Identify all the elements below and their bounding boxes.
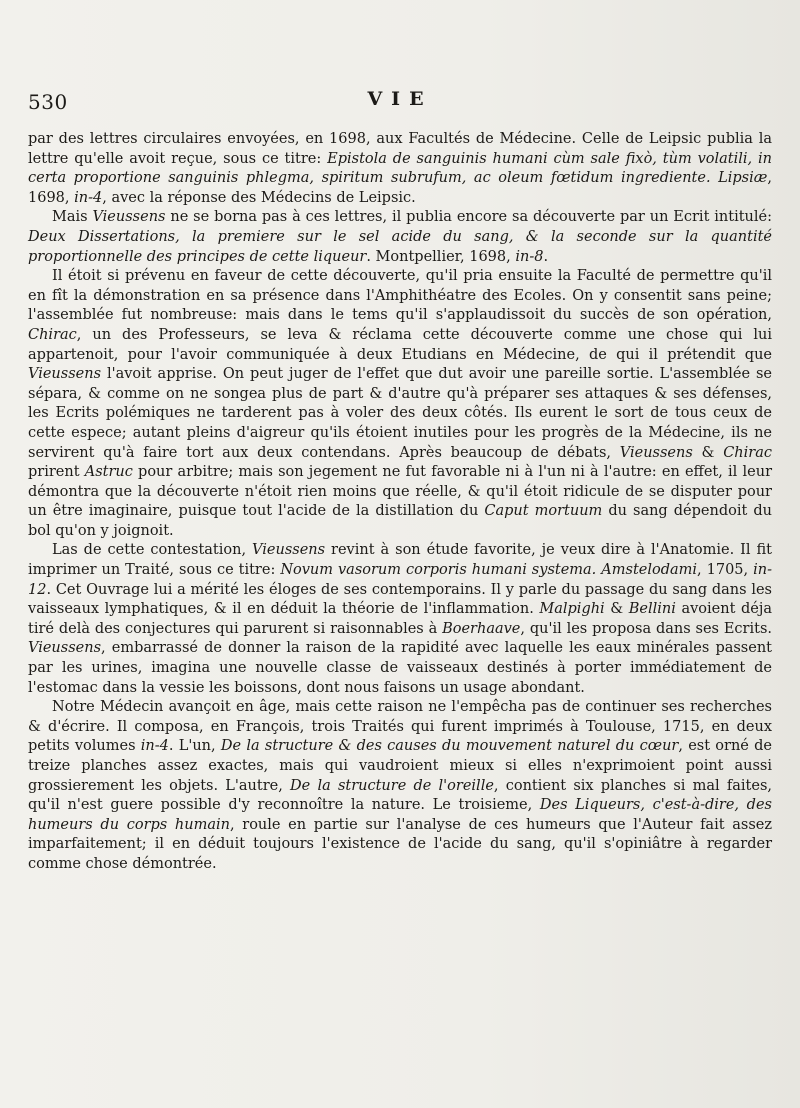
italic-text: Epistola de sanguinis humani cùm sale fixò, tùm volatili, in certa proportione sanguinis phlegma, spiritum subrufum, ac oleum fœtidum ingrediente. Lipsiæ (28, 150, 773, 187)
text-run: avoient déja tiré delà des conjectures qui parurent si raisonnables à (28, 601, 772, 637)
italic-text: Vieussens (92, 209, 166, 226)
italic-text: Vieussens (28, 366, 102, 383)
text-run: , 1705, (697, 562, 754, 579)
text-run: , 1698, (28, 170, 772, 206)
paragraph (28, 541, 772, 698)
text-run: . L'un, (168, 738, 221, 755)
italic-text: Chirac (723, 444, 772, 461)
italic-text: Des Liqueurs, c'est-à-dire, des humeurs du corps humain (28, 797, 772, 833)
text-run: . (543, 248, 549, 265)
text-run: , roule en partie sur l'analyse de ces humeurs que l'Auteur fait assez imparfaitement; il en déduit toujours l'existence de l'acide du sang, qu'il s'opiniâtre à regarder comme chose démontrée. (28, 816, 772, 872)
italic-text: Boerhaave (442, 620, 521, 637)
text-run: & (692, 444, 724, 461)
italic-text: Astruc (84, 464, 133, 481)
text-run: & (604, 601, 629, 618)
paragraph (28, 130, 772, 208)
italic-text: Vieussens (252, 542, 326, 559)
italic-text: Novum vasorum corporis humani systema. Amstelodami (280, 562, 698, 579)
text-run: , est orné de treize planches assez exactes, mais qui vaudroient mieux si elles n'exprimoient point aussi grossierement les objets. L'autre, (28, 738, 772, 794)
paragraph (28, 208, 772, 267)
italic-text: in-12 (28, 562, 773, 598)
text-run: , contient six planches si mal faites, qu'il n'est guere possible d'y reconnoître la nature. Le troisieme, (28, 777, 772, 814)
italic-text: in-8 (515, 248, 544, 265)
italic-text: Vieussens (28, 640, 102, 657)
body-text (28, 130, 772, 875)
text-run: revint à son étude favorite, je veux dire à l'Anatomie. Il fit imprimer un Traité, sous ce titre: (28, 542, 772, 579)
italic-text: Vieussens (619, 444, 693, 461)
italic-text: Bellini (628, 601, 676, 618)
text-run: par des lettres circulaires envoyées, en 1698, aux Facultés de Médecine. Celle de Leipsic publia la lettre qu'elle avoit reçue, sous ce titre: (28, 131, 772, 167)
italic-text: Malpighi (539, 601, 605, 618)
page-number: 530 (28, 90, 68, 114)
text-run: Las de cette contestation, (52, 542, 253, 559)
text-run: l'avoit apprise. On peut juger de l'effet que dut avoir une pareille sortie. L'assemblée se sépara, & comme on ne songea plus de part & d'autre qu'à préparer ses attaques & ses défenses, les Ecrits polémiques ne tarderent pas à voler des deux côtés. Ils eurent le sort de tous ceux de cette espece; autant pleins d'aigreur qu'ils étoient inutiles pour les progrès de la Médecine, ils ne servirent qu'à faire tort aux deux contendans. Après beaucoup de débats, (28, 366, 772, 461)
text-run: , avec la réponse des Médecins de Leipsic. (102, 189, 416, 206)
italic-text: Chirac (28, 326, 77, 343)
italic-text: De la structure & des causes du mouvement naturel du cœur (220, 738, 679, 755)
running-head: VIE (367, 88, 433, 110)
text-run: Mais (52, 209, 93, 226)
italic-text: De la structure de l'oreille (290, 777, 494, 794)
text-run: , embarrassé de donner la raison de la rapidité avec laquelle les eaux minérales passent par les urines, imagina une nouvelle classe de vaisseaux destinés à porter immédiatement de l'estomac dans la vessie les boissons, dont nous faisons un usage abondant. (28, 640, 772, 696)
text-run: ne se borna pas à ces lettres, il publia encore sa découverte par un Ecrit intitulé: (165, 209, 772, 226)
italic-text: in-4 (74, 189, 103, 206)
italic-text: Caput mortuum (484, 503, 603, 520)
italic-text: in-4 (140, 738, 169, 755)
text-run: , qu'il les proposa dans ses Ecrits. (520, 620, 772, 637)
text-run: . Montpellier, 1698, (366, 248, 516, 265)
paragraph (28, 698, 772, 874)
italic-text: Deux Dissertations, la premiere sur le sel acide du sang, & la seconde sur la quantité proportionnelle des principes de cette liqueur (28, 228, 772, 265)
text-run: Notre Médecin avançoit en âge, mais cette raison ne l'empêcha pas de continuer ses recherches & d'écrire. Il composa, en François, trois Traités qui furent imprimés à Toulouse, 1715, en deux petits volumes (28, 699, 772, 755)
text-run: pour arbitre; mais son jegement ne fut favorable ni à l'un ni à l'autre: en effet, il leur démontra que la découverte n'étoit rien moins que réelle, & qu'il étoit ridicule de se disputer pour un être imaginaire, puisque tout l'acide de la distillation du (28, 464, 772, 520)
text-run: . Cet Ouvrage lui a mérité les éloges de ses contemporains. Il y parle du passage du sang dans les vaisseaux lymphatiques, & il en déduit la théorie de l'inflammation. (28, 581, 772, 618)
text-run: du sang dépendoit du bol qu'on y joignoit. (28, 503, 772, 539)
paragraph (28, 267, 772, 541)
text-run: prirent (28, 464, 85, 481)
text-run: , un des Professeurs, se leva & réclama cette découverte comme une chose qui lui appartenoit, pour l'avoir communiquée à deux Etudians en Médecine, de qui il prétendit que (28, 326, 772, 363)
page-header (28, 86, 772, 116)
text-run: Il étoit si prévenu en faveur de cette découverte, qu'il pria ensuite la Faculté de permettre qu'il en fît la démonstration en sa présence dans l'Amphithéatre des Ecoles. On y consentit sans peine; l'assemblée fut nombreuse: mais dans le tems qu'il s'applaudissoit du succès de son opération, (28, 268, 772, 324)
